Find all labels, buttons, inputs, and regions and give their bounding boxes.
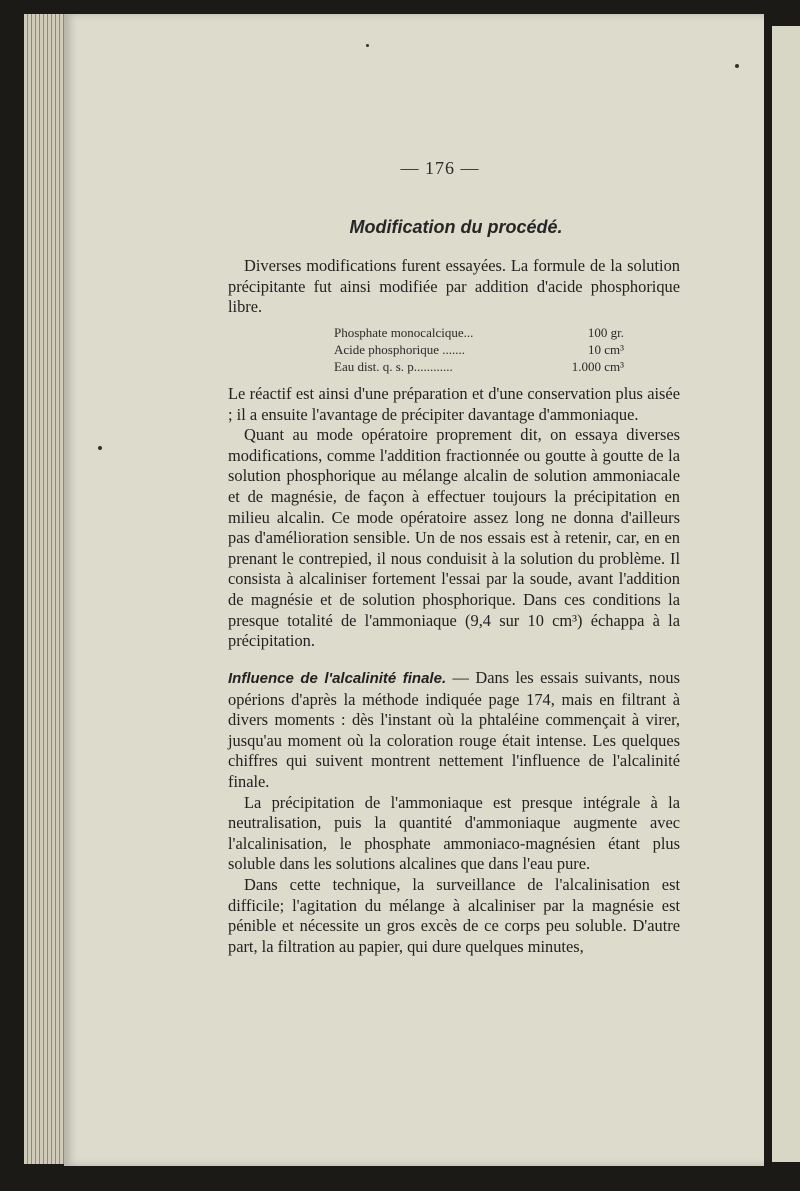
text-block-intro xyxy=(228,256,680,318)
formula-quantity: 10 cm³ xyxy=(587,342,624,357)
run-in-heading: Influence de l'alcalinité finale. xyxy=(228,670,447,687)
ink-speck xyxy=(98,446,102,450)
paragraph: Quant au mode opératoire proprement dit, on essaya diverses modifications, comme l'addition fractionnée ou goutte à goutte de la solution phosphorique au mélange alcalin de solution ammoniacale et de magnésie, de façon à effectuer toujours la précipitation en milieu alcalin. Ce mode opératoire assez long ne donna d'ailleurs pas d'amélioration sensible. Un de nos essais est à retenir, car, en en prenant le contrepied, il nous conduisit à la solution du problème. Il consista à alcaliniser fortement l'essai par la soude, avant l'addition de magnésie et de solution phosphorique. Dans ces conditions la presque totalité de l'ammoniaque (9,4 sur 10 cm³) échappa à la précipitation. xyxy=(228,425,680,651)
formula-quantity: 1.000 cm³ xyxy=(571,359,624,374)
paragraph: Dans cette technique, la surveillance de l'alcalinisation est difficile; l'agitation du mélange à alcaliniser par la magnésie est pénible et nécessite un gros excès de ce corps peu soluble. D'autre part, la filtration au papier, qui dure quelques minutes, xyxy=(228,874,680,956)
formula-row xyxy=(334,324,624,341)
formula-quantity: 100 gr. xyxy=(587,325,624,340)
ink-speck xyxy=(735,64,739,68)
text-block-alkalinity xyxy=(228,668,680,957)
facing-page-edge xyxy=(772,26,800,1162)
formula-table xyxy=(334,324,624,375)
paragraph xyxy=(228,668,680,793)
formula-ingredient: Eau dist. q. s. p............ xyxy=(334,359,453,374)
formula-ingredient: Phosphate monocalcique... xyxy=(334,325,474,340)
paragraph: La précipitation de l'ammoniaque est presque intégrale à la neutralisation, puis la quantité d'ammoniaque augmente avec l'alcalinisation, le phosphate ammoniaco-magnésien étant plus soluble dans les solutions alcalines que dans l'eau pure. xyxy=(228,792,680,874)
formula-ingredient: Acide phosphorique ....... xyxy=(334,342,466,357)
paragraph: Diverses modifications furent essayées. La formule de la solution précipitante fut ainsi modifiée par addition d'acide phosphorique libre. xyxy=(228,256,680,317)
formula-row xyxy=(334,358,624,375)
formula-row xyxy=(334,341,624,358)
text-block-main xyxy=(228,384,680,652)
ink-speck xyxy=(366,44,369,47)
paragraph-text: — Dans les essais suivants, nous opérions d'après la méthode indiquée page 174, mais en filtrant à divers moments : dès l'instant où la phtaléine commençait à virer, jusqu'au moment où la coloration rouge était intense. Les quelques chiffres qui suivent montrent nettement l'influence de l'alcalinité finale. xyxy=(228,668,680,791)
page-number: — 176 — xyxy=(400,158,480,178)
section-heading: Modification du procédé. xyxy=(349,217,563,237)
paragraph: Le réactif est ainsi d'une préparation et d'une conservation plus aisée ; il a ensuite l'avantage de précipiter davantage d'ammoniaque. xyxy=(228,384,680,424)
